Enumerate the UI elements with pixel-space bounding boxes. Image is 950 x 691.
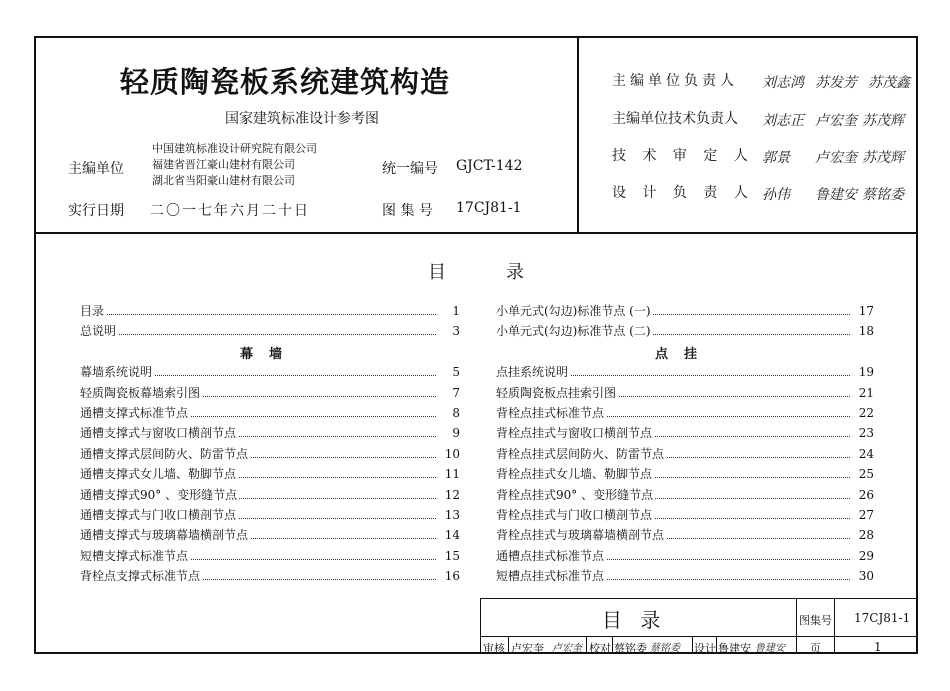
toc-entry-page: 29 <box>856 547 874 565</box>
toc-entry[interactable] <box>496 424 874 442</box>
toc-entry-page: 28 <box>856 526 874 544</box>
titleblock-page-label: 页 <box>810 642 821 655</box>
toc-entry[interactable] <box>496 384 874 402</box>
signature-3-1: 郭景 <box>762 150 790 166</box>
toc-entry[interactable] <box>80 526 460 544</box>
toc-entry[interactable] <box>496 506 874 524</box>
titleblock-atlas-no: 17CJ81-1 <box>854 611 911 625</box>
toc-heading: 目录 <box>428 262 584 283</box>
toc-entry-label: 轻质陶瓷板幕墙索引图 <box>80 385 201 400</box>
signature-4-2: 鲁建安 <box>815 187 857 203</box>
toc-entry-label: 通槽支撑式与门收口横剖节点 <box>80 508 237 522</box>
toc-entry[interactable] <box>80 424 460 442</box>
atlas-no-label: 图 集 号 <box>382 203 433 219</box>
toc-entry-page: 30 <box>856 567 874 585</box>
toc-entry-label: 背栓点挂式标准节点 <box>496 406 605 420</box>
toc-entry-label: 通槽支撑式与玻璃幕墙横剖节点 <box>80 528 249 543</box>
titleblock-check-label: 校对 <box>589 642 611 655</box>
titleblock-div-1 <box>796 598 797 654</box>
titleblock-designer: 鲁建安 <box>718 642 751 655</box>
toc-entry-label: 幕墙系统说明 <box>80 365 153 380</box>
titleblock-design-label: 设计 <box>694 642 716 655</box>
titleblock-review-label: 审核 <box>483 642 505 655</box>
toc-entry[interactable] <box>80 445 460 463</box>
header-center-divider <box>577 36 579 234</box>
toc-entry[interactable] <box>80 506 460 524</box>
tb-sep-b <box>586 636 587 654</box>
signature-4-1: 孙伟 <box>762 187 790 203</box>
signature-2-3: 苏茂辉 <box>862 113 904 129</box>
toc-entry-label: 通槽支撑式女儿墙、勒脚节点 <box>80 467 237 482</box>
toc-entry-page: 16 <box>442 567 460 585</box>
toc-entry-page: 7 <box>449 384 460 402</box>
toc-entry-page: 15 <box>442 547 460 565</box>
signature-1-2: 苏发芳 <box>815 75 857 91</box>
toc-entry-label: 背栓点挂式女儿墙、勒脚节点 <box>496 467 653 482</box>
toc-entry-page: 11 <box>442 465 460 483</box>
toc-entry-page: 19 <box>856 363 874 381</box>
editor-unit-label: 主编单位 <box>68 161 124 177</box>
unified-no: GJCT-142 <box>456 158 523 174</box>
toc-entry-page: 21 <box>856 384 874 402</box>
toc-entry-page: 26 <box>856 486 874 504</box>
toc-entry[interactable] <box>496 302 874 320</box>
toc-entry-page: 18 <box>856 322 874 340</box>
toc-entry-label: 背栓点挂式与窗收口横剖节点 <box>496 426 653 441</box>
titleblock-top <box>480 598 918 599</box>
editor-unit-3: 湖北省当阳豪山建材有限公司 <box>152 174 295 187</box>
unified-no-label: 统一编号 <box>382 161 438 177</box>
toc-entry-page: 22 <box>856 404 874 422</box>
titleblock-mid <box>480 636 918 637</box>
toc-entry-label: 总说明 <box>80 324 117 339</box>
responsible-role-2: 主编单位技术负责人 <box>612 111 738 127</box>
signature-3-3: 苏茂辉 <box>862 150 904 166</box>
toc-section-heading: 点挂 <box>655 346 714 362</box>
tb-sep-e <box>716 636 717 654</box>
toc-entry-page: 3 <box>449 322 460 340</box>
toc-entry-label: 短槽支撑式标准节点 <box>80 548 189 563</box>
signature-1-3: 苏茂鑫 <box>868 75 910 91</box>
toc-entry-page: 24 <box>856 445 874 463</box>
toc-entry-label: 通槽支撑式与窗收口横剖节点 <box>80 426 237 441</box>
titleblock-page: 1 <box>874 640 882 654</box>
tb-sep-a <box>508 636 509 654</box>
signature-2-1: 刘志正 <box>762 113 804 129</box>
toc-entry-page: 12 <box>442 486 460 504</box>
toc-entry-label: 通槽支撑式标准节点 <box>80 406 189 420</box>
signature-4-3: 蔡铭委 <box>862 187 904 203</box>
toc-entry[interactable] <box>80 404 460 422</box>
toc-entry-label: 目录 <box>80 304 105 318</box>
toc-entry-label: 小单元式(勾边)标准节点 (一) <box>496 304 651 318</box>
toc-entry-page: 14 <box>442 526 460 544</box>
toc-entry[interactable] <box>80 567 460 585</box>
toc-leader-dots <box>80 322 436 335</box>
toc-entry[interactable] <box>496 445 874 463</box>
toc-entry-page: 10 <box>442 445 460 463</box>
toc-entry[interactable] <box>80 486 460 504</box>
toc-entry-label: 通槽点挂式标准节点 <box>496 548 605 563</box>
toc-entry-label: 短槽点挂式标准节点 <box>496 569 605 584</box>
toc-entry[interactable] <box>80 465 460 483</box>
toc-entry-label: 通槽支撑式90° 、变形缝节点 <box>80 487 238 502</box>
toc-section-heading: 幕墙 <box>240 346 299 362</box>
toc-entry[interactable] <box>80 384 460 402</box>
toc-entry-page: 25 <box>856 465 874 483</box>
toc-entry[interactable] <box>496 322 874 340</box>
toc-entry-page: 9 <box>449 424 460 442</box>
toc-entry-label: 点挂系统说明 <box>496 365 569 380</box>
toc-entry-label: 背栓点挂式与玻璃幕墙横剖节点 <box>496 528 665 543</box>
titleblock-atlas-label: 图集号 <box>799 614 832 627</box>
toc-entry-page: 27 <box>856 506 874 524</box>
titleblock-reviewer: 卢宏奎 <box>511 642 544 655</box>
toc-entry[interactable] <box>496 526 874 544</box>
document-title: 轻质陶瓷板系统建筑构造 <box>120 65 451 99</box>
atlas-no: 17CJ81-1 <box>456 200 522 216</box>
toc-entry-page: 17 <box>856 302 874 320</box>
toc-entry[interactable] <box>496 567 874 585</box>
effective-date: 二〇一七年六月二十日 <box>150 203 310 219</box>
editor-unit-1: 中国建筑标准设计研究院有限公司 <box>152 142 317 155</box>
toc-entry[interactable] <box>496 363 874 381</box>
toc-entry-label: 通槽支撑式层间防火、防雷节点 <box>80 446 249 461</box>
effective-date-label: 实行日期 <box>68 203 124 219</box>
toc-entry-label: 背栓点支撑式标准节点 <box>80 569 201 584</box>
toc-entry[interactable] <box>80 302 460 320</box>
toc-entry-page: 5 <box>449 363 460 381</box>
toc-entry-label: 轻质陶瓷板点挂索引图 <box>496 385 617 400</box>
titleblock-checker-signature: 蔡铭委 <box>650 643 680 654</box>
toc-entry-page: 23 <box>856 424 874 442</box>
toc-entry-label: 小单元式(勾边)标准节点 (二) <box>496 324 651 339</box>
titleblock-name: 目 录 <box>602 608 667 632</box>
titleblock-left <box>480 598 481 654</box>
toc-entry-label: 背栓点挂式90° 、变形缝节点 <box>496 487 654 502</box>
responsible-role-4: 设 计 负 责 人 <box>612 185 754 201</box>
toc-entry[interactable] <box>496 404 874 422</box>
responsible-role-1: 主编单位负责人 <box>612 73 738 89</box>
titleblock-div-2 <box>834 598 835 654</box>
header-divider <box>34 232 918 234</box>
tb-sep-d <box>692 636 693 654</box>
toc-entry-label: 背栓点挂式层间防火、防雷节点 <box>496 446 665 461</box>
signature-1-1: 刘志鸿 <box>762 75 804 91</box>
toc-entry[interactable] <box>80 363 460 381</box>
toc-entry-page: 8 <box>449 404 460 422</box>
toc-entry[interactable] <box>80 547 460 565</box>
toc-entry-label: 背栓点挂式与门收口横剖节点 <box>496 508 653 522</box>
toc-entry[interactable] <box>496 547 874 565</box>
signature-3-2: 卢宏奎 <box>815 150 857 166</box>
toc-entry-page: 1 <box>449 302 460 320</box>
document-subtitle: 国家建筑标准设计参考图 <box>225 111 379 127</box>
editor-unit-2: 福建省晋江豪山建材有限公司 <box>152 158 295 171</box>
titleblock-checker: 蔡铭委 <box>614 642 647 655</box>
signature-2-2: 卢宏奎 <box>815 113 857 129</box>
responsible-role-3: 技 术 审 定 人 <box>612 148 754 164</box>
toc-right-column <box>496 302 874 592</box>
tb-sep-c <box>612 636 613 654</box>
toc-left-column <box>80 302 460 592</box>
toc-leader-dots <box>80 302 436 315</box>
toc-entry[interactable] <box>496 486 874 504</box>
toc-entry[interactable] <box>80 322 460 340</box>
toc-entry-page: 13 <box>442 506 460 524</box>
titleblock-designer-signature: 鲁建安 <box>755 643 785 654</box>
titleblock-reviewer-signature: 卢宏奎 <box>552 643 582 654</box>
toc-entry[interactable] <box>496 465 874 483</box>
